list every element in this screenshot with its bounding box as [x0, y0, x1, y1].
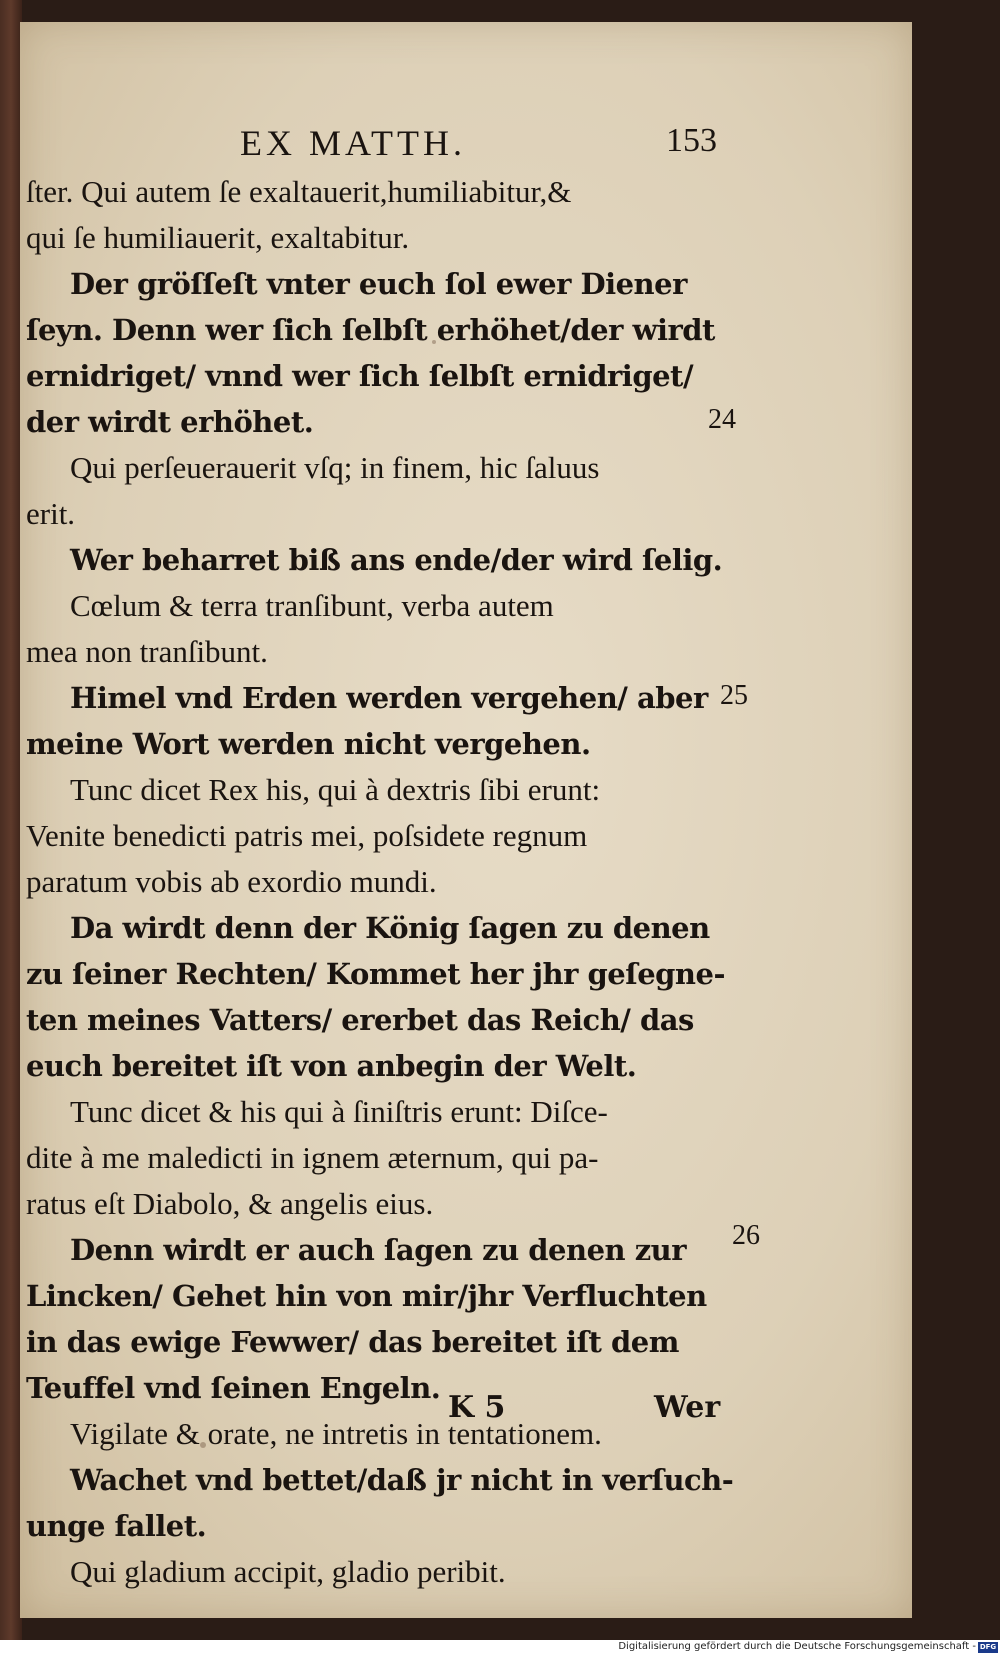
text-line: zu ſeiner Rechten/ Kommet her jhr geſegne- [26, 957, 726, 991]
digitization-credit: Digitalisierung gefördert durch die Deutsche Forschungsgemeinschaft - [618, 1641, 976, 1652]
text-line: Qui gladium accipit, gladio peribit. [70, 1554, 506, 1589]
text-line: mea non tranſibunt. [26, 634, 268, 669]
text-line: erit. [26, 496, 76, 531]
text-line: euch bereitet iſt von anbegin der Welt. [26, 1049, 637, 1083]
text-line: qui ſe humiliauerit, exaltabitur. [26, 220, 410, 255]
text-line: in das ewige Fewwer/ das bereitet iſt dem [26, 1325, 679, 1359]
text-line: Himel vnd Erden werden vergehen/ aber [70, 681, 708, 715]
dfg-logo: DFG [979, 1643, 997, 1651]
text-line: der wirdt erhöhet. [26, 405, 314, 439]
verse-number-25: 25 [720, 680, 748, 711]
text-line: ten meines Vatters/ ererbet das Reich/ das [26, 1003, 694, 1037]
text-line: paratum vobis ab exordio mundi. [26, 864, 437, 899]
text-line: Venite benedicti patris mei, poſsidete regnum [26, 818, 588, 853]
book-page [20, 22, 912, 1618]
text-line: ſter. Qui autem ſe exaltauerit,humiliabitur,& [26, 174, 572, 209]
paper-stain [200, 1442, 206, 1448]
paper-stain [432, 340, 436, 344]
verse-number-24: 24 [708, 404, 736, 435]
text-line: Vigilate & orate, ne intretis in tentationem. [70, 1416, 602, 1451]
text-line: dite à me maledicti in ignem æternum, qui pa- [26, 1140, 599, 1175]
text-block [26, 170, 746, 1596]
digitization-footer [0, 1640, 1000, 1656]
page-footer-marks [20, 1390, 912, 1440]
signature-mark: K 5 [448, 1390, 506, 1425]
text-line: Tunc dicet & his qui à ſiniſtris erunt: Diſce- [70, 1094, 608, 1129]
text-line: Denn wirdt er auch ſagen zu denen zur [70, 1233, 687, 1267]
text-line: Cœlum & terra tranſibunt, verba autem [70, 588, 554, 623]
text-line: Lincken/ Gehet hin von mir/jhr Verfluchten [26, 1279, 707, 1313]
page-header [20, 122, 912, 162]
book-binding-edge [0, 0, 22, 1640]
text-line: Qui perſeuerauerit vſq; in finem, hic ſaluus [70, 450, 600, 485]
text-line: Da wirdt denn der König ſagen zu denen [70, 911, 710, 945]
text-line: Wachet vnd bettet/daß jr nicht in verſuch- [70, 1463, 734, 1497]
text-line: ratus eſt Diabolo, & angelis eius. [26, 1186, 434, 1221]
verse-number-26: 26 [732, 1220, 760, 1251]
text-line: Wer beharret biß ans ende/der wird ſelig. [70, 543, 723, 577]
text-line: Der gröſſeſt vnter euch ſol ewer Diener [70, 267, 687, 301]
page-number: 153 [666, 122, 717, 159]
catchword: Wer [654, 1390, 721, 1425]
text-line: ernidriget/ vnnd wer ſich ſelbſt ernidriget/ [26, 359, 694, 393]
running-head: EX MATTH. [240, 123, 466, 163]
text-line: Tunc dicet Rex his, qui à dextris ſibi erunt: [70, 772, 601, 807]
text-line: Teuffel vnd ſeinen Engeln. [26, 1371, 441, 1405]
text-line: unge fallet. [26, 1509, 207, 1543]
text-line: meine Wort werden nicht vergehen. [26, 727, 591, 761]
text-line: ſeyn. Denn wer ſich ſelbſt erhöhet/der wirdt [26, 313, 715, 347]
